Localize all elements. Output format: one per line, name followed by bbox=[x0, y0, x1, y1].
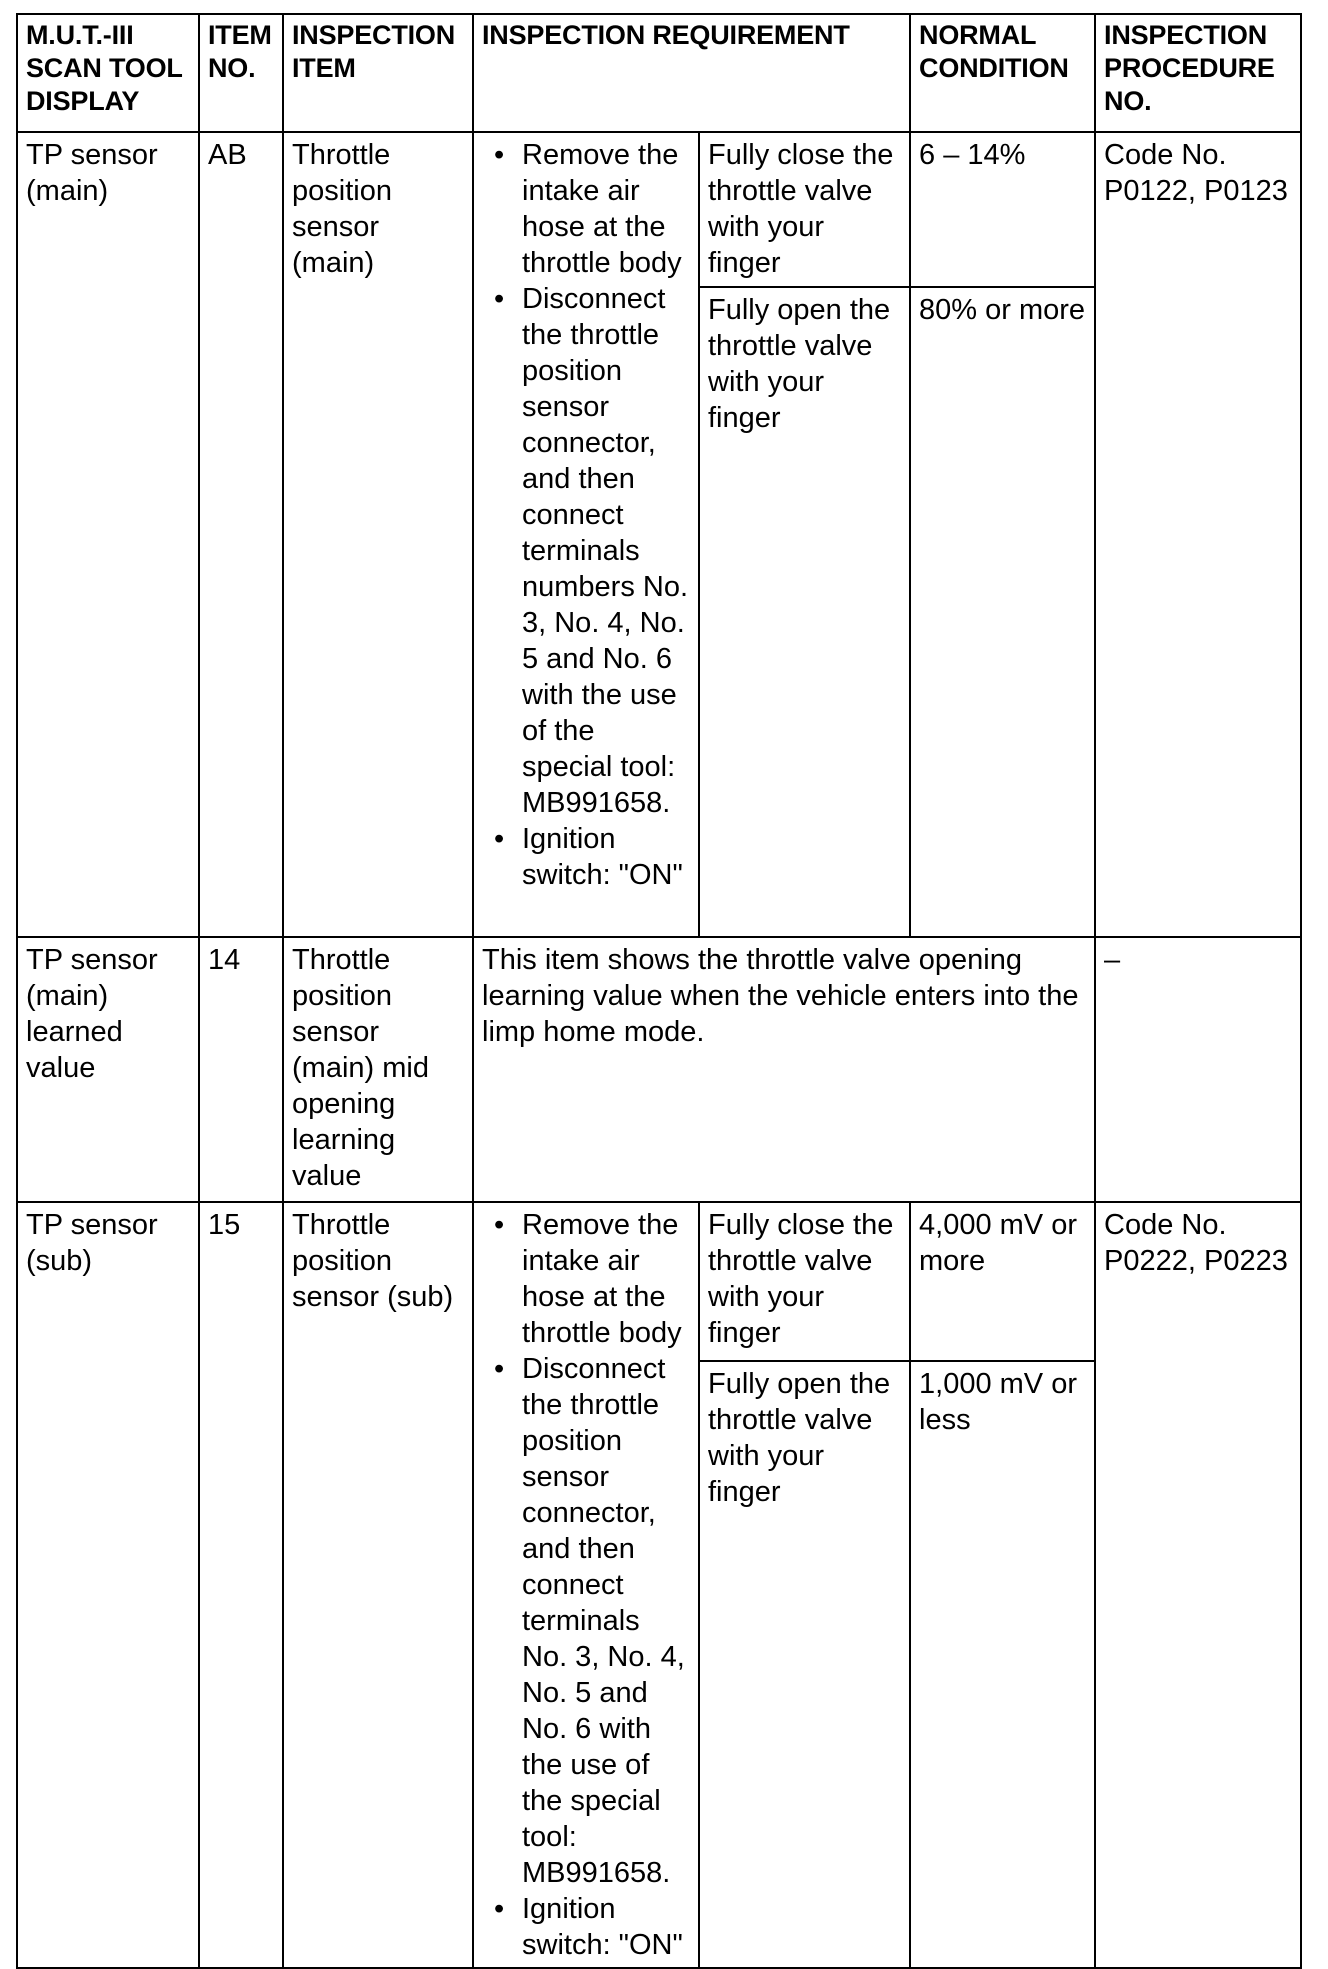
cell-normal-condition: 80% or more bbox=[910, 287, 1095, 937]
requirement-item: • Ignition switch: "ON" bbox=[522, 821, 690, 893]
cell-normal-condition: 1,000 mV or less bbox=[910, 1361, 1095, 1968]
table-row bbox=[17, 132, 1301, 287]
header-item-no: ITEM NO. bbox=[199, 14, 283, 132]
cell-inspection-procedure: – bbox=[1095, 937, 1301, 1202]
cell-inspection-requirement-text: This item shows the throttle valve opening learning value when the vehicle enters into the limp home mode. bbox=[473, 937, 1095, 1202]
header-normal-condition: NORMAL CONDITION bbox=[910, 14, 1095, 132]
cell-condition-state: Fully close the throttle valve with your finger bbox=[699, 132, 910, 287]
cell-condition-state: Fully open the throttle valve with your finger bbox=[699, 1361, 910, 1968]
cell-condition-state: Fully close the throttle valve with your finger bbox=[699, 1202, 910, 1361]
cell-item-no: 14 bbox=[199, 937, 283, 1202]
cell-normal-condition: 6 – 14% bbox=[910, 132, 1095, 287]
requirement-item: • Remove the intake air hose at the throttle body bbox=[522, 1207, 690, 1351]
cell-inspection-item: Throttle position sensor (sub) bbox=[283, 1202, 473, 1968]
table-row bbox=[17, 1202, 1301, 1361]
cell-inspection-procedure: Code No. P0122, P0123 bbox=[1095, 132, 1301, 937]
cell-scan-tool-display: TP sensor (sub) bbox=[17, 1202, 199, 1968]
cell-item-no: 15 bbox=[199, 1202, 283, 1968]
cell-item-no: AB bbox=[199, 132, 283, 937]
requirement-item: • Disconnect the throttle position sensor connector, and then connect terminals numbers No. 3, No. 4, No. 5 and No. 6 with the use of the special tool: MB991658. bbox=[522, 281, 690, 821]
cell-inspection-item: Throttle position sensor (main) mid opening learning value bbox=[283, 937, 473, 1202]
cell-normal-condition: 4,000 mV or more bbox=[910, 1202, 1095, 1361]
header-inspection-item: INSPECTION ITEM bbox=[283, 14, 473, 132]
inspection-table bbox=[16, 13, 1302, 1969]
cell-inspection-requirement-list bbox=[473, 132, 699, 937]
header-scan-tool-display: M.U.T.-III SCAN TOOL DISPLAY bbox=[17, 14, 199, 132]
requirement-item: • Disconnect the throttle position sensor connector, and then connect terminals No. 3, No. 4, No. 5 and No. 6 with the use of the special tool: MB991658. bbox=[522, 1351, 690, 1891]
requirement-item: • Ignition switch: "ON" bbox=[522, 1891, 690, 1963]
cell-inspection-item: Throttle position sensor (main) bbox=[283, 132, 473, 937]
header-inspection-requirement: INSPECTION REQUIREMENT bbox=[473, 14, 910, 132]
cell-scan-tool-display: TP sensor (main) learned value bbox=[17, 937, 199, 1202]
table-row bbox=[17, 937, 1301, 1202]
cell-condition-state: Fully open the throttle valve with your finger bbox=[699, 287, 910, 937]
requirement-list bbox=[482, 1207, 690, 1963]
table-header-row bbox=[17, 14, 1301, 132]
requirement-item: • Remove the intake air hose at the throttle body bbox=[522, 137, 690, 281]
cell-scan-tool-display: TP sensor (main) bbox=[17, 132, 199, 937]
cell-inspection-procedure: Code No. P0222, P0223 bbox=[1095, 1202, 1301, 1968]
header-inspection-procedure-no: INSPECTION PROCEDURE NO. bbox=[1095, 14, 1301, 132]
cell-inspection-requirement-list bbox=[473, 1202, 699, 1968]
requirement-list bbox=[482, 137, 690, 893]
